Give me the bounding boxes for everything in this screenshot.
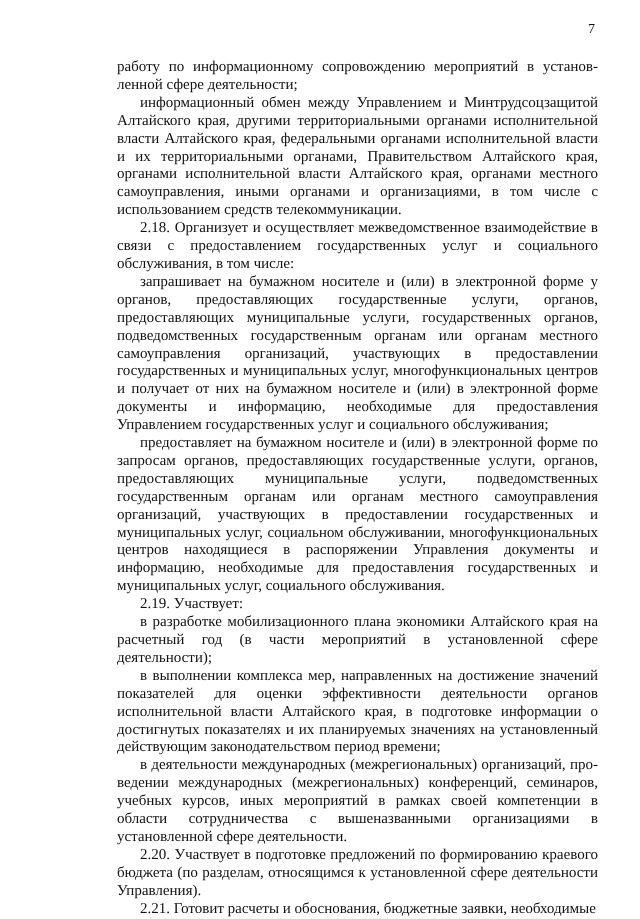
paragraph: предоставляет на бумажном носителе и (или) в электронной форме по запросам органов, предоставляющих государственные услуги, органов, предоставляющих муниципальные услуги, подведомственных государственным органам или органам местного самоуправления организаций, участвующих в предоставлении государственных и муниципальных услуг, социальном обслуживании, многофункциональных центров находящиеся в распоряжении Управления документы и информацию, необходимые для предоставления государственных и муниципальных услуг, социального обслуживания. xyxy=(117,435,598,595)
paragraph: 2.18. Организует и осуществляет межведомственное взаимодействие в связи с предоставлением государственных услуг и социального обслуживания, в том числе: xyxy=(117,220,598,272)
paragraph: информационный обмен между Управлением и Минтрудсоцзащитой Алтайского края, другими территориальными органами исполнительной власти Алтайского края, федеральными органами исполнительной власти и их территориальными органами, Правительством Алтайского края, органами исполнительной власти Алтайского края, органами местного самоуправления, иными органами и организациями, в том числе с использованием средств телекоммуникации. xyxy=(117,94,598,219)
paragraph: работу по информационному сопровождению мероприятий в установленной сфере деятельности; xyxy=(117,59,598,93)
paragraph: 2.19. Участвует: xyxy=(140,596,244,613)
document-body xyxy=(117,59,598,919)
page-number: 7 xyxy=(588,22,595,37)
paragraph: запрашивает на бумажном носителе и (или) в электронной форме у органов, предоставляющих государственные услуги, органов, предоставляющих муниципальные услуги, государственных органов, подведомственных государственным органам или органам местного самоуправления организаций, участвующих в предоставлении государственных и муниципальных услуг, многофункциональных центров и получает от них на бумажном носителе и (или) в электронной форме документы и информацию, необходимые для предоставления Управлением государственных услуг и социального обслуживания; xyxy=(117,273,598,434)
paragraph: 2.20. Участвует в подготовке предложений по формированию краевого бюджета (по разделам, относящимся к установленной сфере деятельности Управления). xyxy=(117,846,598,899)
paragraph: в деятельности международных (межрегиональных) организаций, проведении международных (межрегиональных) конференций, семинаров, учебных курсов, иных мероприятий в рамках своей компетенции в области сотрудничества с вышеназванными организациями в установленной сфере деятельности. xyxy=(117,757,598,845)
paragraph: в выполнении комплекса мер, направленных на достижение значений показателей для оценки эффективности деятельности органов исполнительной власти Алтайского края, в подготовке информации о достигнутых показателях и их планируемых значениях на установленный действующим законодательством период времени; xyxy=(117,667,598,756)
paragraph: в разработке мобилизационного плана экономики Алтайского края на расчетный год (в части мероприятий в установленной сфере деятельности); xyxy=(117,614,598,666)
paragraph: 2.21. Готовит расчеты и обоснования, бюджетные заявки, необходимые xyxy=(140,900,596,917)
